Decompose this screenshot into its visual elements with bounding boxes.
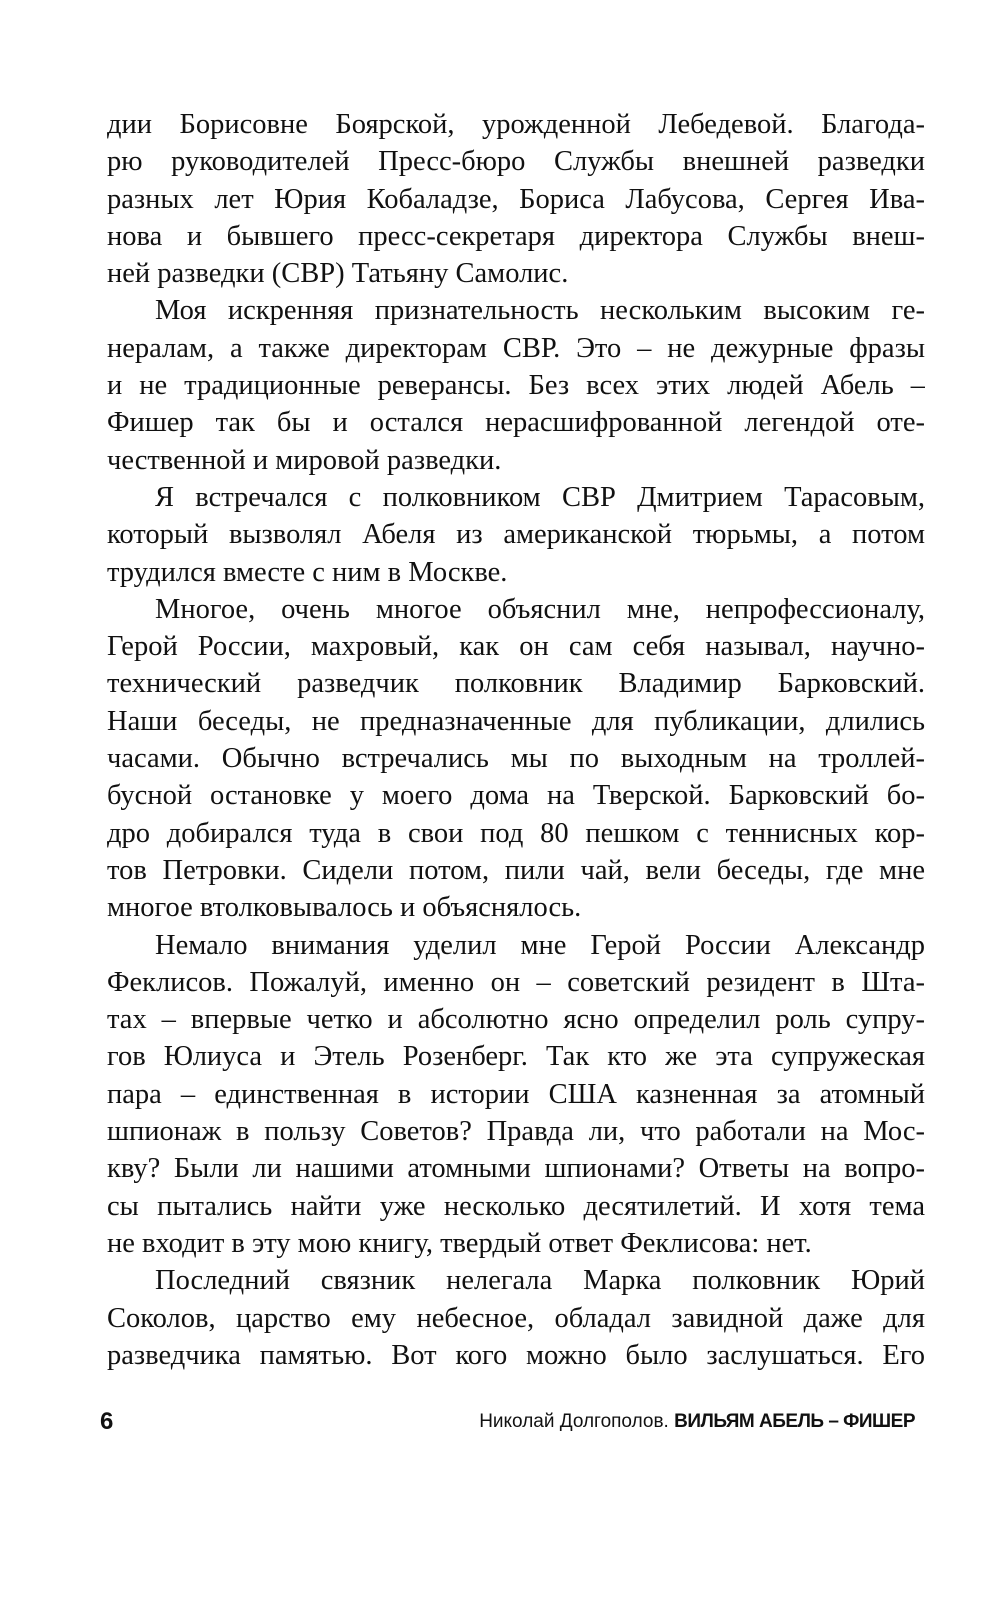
- text-line: разных лет Юрия Кобаладзе, Бориса Лабусова, Сергея Ива-: [107, 183, 925, 215]
- text-line: Многое, очень многое объяснил мне, непрофессионалу,: [155, 593, 925, 625]
- text-line: который вызволял Абеля из американской тюрьмы, а потом: [107, 519, 925, 551]
- footer-author: Николай Долгополов.: [479, 1411, 669, 1432]
- page-footer: [100, 1408, 915, 1444]
- text-line: Герой России, махровый, как он сам себя называл, научно-: [107, 631, 925, 663]
- page-body-text: [107, 106, 925, 1374]
- text-line: Немало внимания уделил мне Герой России Александр: [155, 929, 925, 961]
- text-line: нералам, а также директорам СВР. Это – не дежурные фразы: [107, 332, 925, 364]
- text-line: пара – единственная в истории США казненная за атомный: [107, 1078, 925, 1110]
- text-line: Я встречался с полковником СВР Дмитрием Тарасовым,: [155, 481, 925, 513]
- text-line: рю руководителей Пресс-бюро Службы внешней разведки: [107, 146, 925, 178]
- text-line: дии Борисовне Боярской, урожденной Лебедевой. Благода-: [107, 109, 925, 140]
- text-line: не входит в эту мою книгу, твердый ответ Феклисова: нет.: [107, 1227, 812, 1259]
- text-line: тах – впервые четко и абсолютно ясно определил роль супру-: [107, 1004, 925, 1036]
- text-line: и не традиционные реверансы. Без всех этих людей Абель –: [107, 370, 925, 402]
- text-line: сы пытались найти уже несколько десятилетий. И хотя тема: [107, 1190, 925, 1222]
- text-line: бусной остановке у моего дома на Тверской. Барковский бо-: [107, 780, 925, 812]
- text-line: гов Юлиуса и Этель Розенберг. Так кто же эта супружеская: [107, 1041, 925, 1073]
- text-line: кву? Были ли нашими атомными шпионами? Ответы на вопро-: [107, 1153, 925, 1185]
- running-footer: [479, 1411, 915, 1433]
- text-line: Последний связник нелегала Марка полковник Юрий: [155, 1265, 925, 1297]
- text-line: Феклисов. Пожалуй, именно он – советский резидент в Шта-: [107, 966, 925, 998]
- text-line: нова и бывшего пресс-секретаря директора Службы внеш-: [107, 220, 925, 252]
- text-line: часами. Обычно встречались мы по выходным на троллей-: [107, 743, 925, 775]
- text-line: ней разведки (СВР) Татьяну Самолис.: [107, 258, 569, 290]
- text-line: тов Петровки. Сидели потом, пили чай, вели беседы, где мне: [107, 854, 925, 886]
- text-line: разведчика памятью. Вот кого можно было заслушаться. Его: [107, 1339, 925, 1371]
- text-line: Моя искренняя признательность нескольким высоким ге-: [155, 295, 925, 327]
- text-line: дро добирался туда в свои под 80 пешком с теннисных кор-: [107, 817, 925, 849]
- text-line: шпионаж в пользу Советов? Правда ли, что работали на Мос-: [107, 1116, 925, 1148]
- text-line: технический разведчик полковник Владимир Барковский.: [107, 668, 925, 700]
- text-line: Фишер так бы и остался нерасшифрованной легендой оте-: [107, 407, 925, 439]
- text-line: многое втолковывалось и объяснялось.: [107, 892, 582, 924]
- text-line: трудился вместе с ним в Москве.: [107, 556, 508, 588]
- footer-book-title: ВИЛЬЯМ АБЕЛЬ – ФИШЕР: [674, 1411, 915, 1432]
- text-line: Наши беседы, не предназначенные для публикации, длились: [107, 705, 925, 737]
- text-line: Соколов, царство ему небесное, обладал завидной даже для: [107, 1302, 925, 1334]
- text-line: чественной и мировой разведки.: [107, 444, 502, 476]
- page-number: 6: [100, 1408, 114, 1435]
